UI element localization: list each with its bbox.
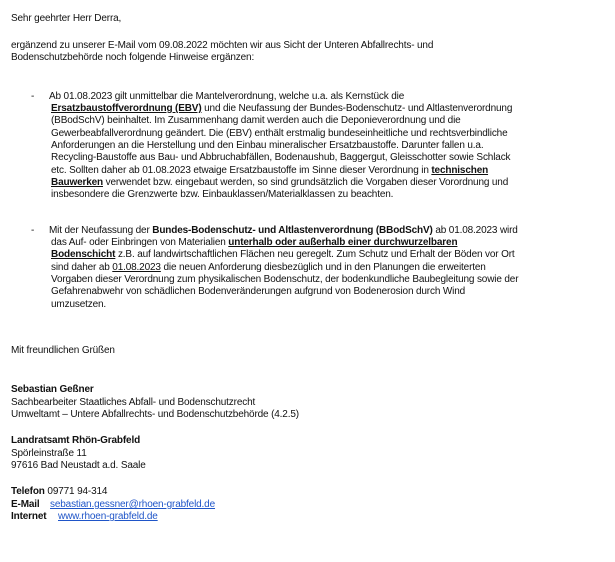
bullet2-line-4: sind daher ab 01.08.2023 die neuen Anforderung diesbezüglich und in den Planungen die erweiterten (51, 262, 486, 273)
bullet1-line-6: Recycling-Baustoffe aus Bau- und Abbruchabfällen, Bodenaushub, Baggergut, Gleisschotter sowie Schlack (51, 152, 511, 163)
bullet2-line-1: Mit der Neufassung der Bundes-Bodenschutz- und Altlastenverordnung (BBodSchV) ab 01.08.2023 wird (49, 225, 518, 236)
phone-label: Telefon (11, 486, 45, 497)
signature-role: Sachbearbeiter Staatliches Abfall- und Bodenschutzrecht (11, 397, 256, 408)
bullet1-line-5: Anforderungen an die Herstellung und den Einbau mineralischer Ersatzbaustoffe. Darunter fallen u.a. (51, 140, 484, 151)
intro-line-1: ergänzend zu unserer E-Mail vom 09.08.2022 möchten wir aus Sicht der Unteren Abfallrechts- und (11, 40, 434, 51)
bullet2-line-7: umzusetzen. (51, 299, 107, 310)
bullet-marker-2: - (31, 225, 35, 236)
bullet1-line-9: insbesondere die Grenzwerte bzw. Einbauklassen/Materialklassen zu beachten. (51, 189, 394, 200)
email-link[interactable]: sebastian.gessner@rhoen-grabfeld.de (50, 499, 216, 510)
ebv-term: Ersatzbaustoffverordnung (EBV) (51, 103, 202, 114)
contact-web-row (11, 511, 158, 523)
bullet2-line-5: Vorgaben dieser Verordnung zum physikalischen Bodenschutz, der bodenkundliche Baubegleitung sowie der (51, 274, 519, 285)
contact-email-row (11, 499, 215, 511)
bullet2-line-3: Bodenschicht z.B. auf landwirtschaftlichen Flächen neu geregelt. Zum Schutz und Erhalt der Böden vor Ort (51, 249, 515, 260)
bullet1-line-8: Bauwerken verwendet bzw. eingebaut werden, so sind grundsätzlich die Vorgaben dieser Vorordnung und (51, 177, 509, 188)
bbodschv-term: Bundes-Bodenschutz- und Altlastenverordnung (BBodSchV) (152, 225, 433, 236)
office-name: Landratsamt Rhön-Grabfeld (11, 435, 141, 446)
technische-bauwerken-term: technischen (431, 165, 489, 176)
bullet2-line-6: Gefahrenabwehr von schädlichen Bodenveränderungen aufgrund von Bodenerosion durch Wind (51, 286, 466, 297)
phone-number: 09771 94-314 (47, 486, 108, 497)
signature-dept: Umweltamt – Untere Abfallrechts- und Bodenschutzbehörde (4.2.5) (11, 409, 299, 420)
bullet1-line-2: Ersatzbaustoffverordnung (EBV) und die Neufassung der Bundes-Bodenschutz- und Altlastenverordnung (51, 103, 513, 114)
greeting: Sehr geehrter Herr Derra, (11, 13, 122, 24)
office-city: 97616 Bad Neustadt a.d. Saale (11, 460, 146, 471)
intro-line-2: Bodenschutzbehörde noch folgende Hinweise ergänzen: (11, 52, 255, 63)
contact-phone-row (11, 486, 107, 498)
bullet1-line-3: (BBodSchV) beinhaltet. Im Zusammenhang damit werden auch die Deponieverordnung und die (51, 115, 461, 126)
closing: Mit freundlichen Grüßen (11, 345, 115, 356)
website-link[interactable]: www.rhoen-grabfeld.de (58, 511, 158, 522)
email-label: E-Mail (11, 499, 40, 510)
bullet1-line-1: Ab 01.08.2023 gilt unmittelbar die Mantelverordnung, welche u.a. als Kernstück die (49, 91, 405, 102)
bullet1-line-7: etc. Sollten daher ab 01.08.2023 etwaige Ersatzbaustoffe im Sinne dieser Verordnung in technischen (51, 165, 489, 176)
office-street: Spörleinstraße 11 (11, 448, 87, 459)
bullet1-line-4: Gewerbeabfallverordnung geändert. Die (EBV) enthält erstmalig bundeseinheitliche und rechtsverbindliche (51, 128, 508, 139)
bullet-marker-1: - (31, 91, 35, 102)
web-label: Internet (11, 511, 47, 522)
signature-name: Sebastian Geßner (11, 384, 94, 395)
bullet2-line-2: das Auf- oder Einbringen von Materialien unterhalb oder außerhalb einer durchwurzelbaren (51, 237, 458, 248)
